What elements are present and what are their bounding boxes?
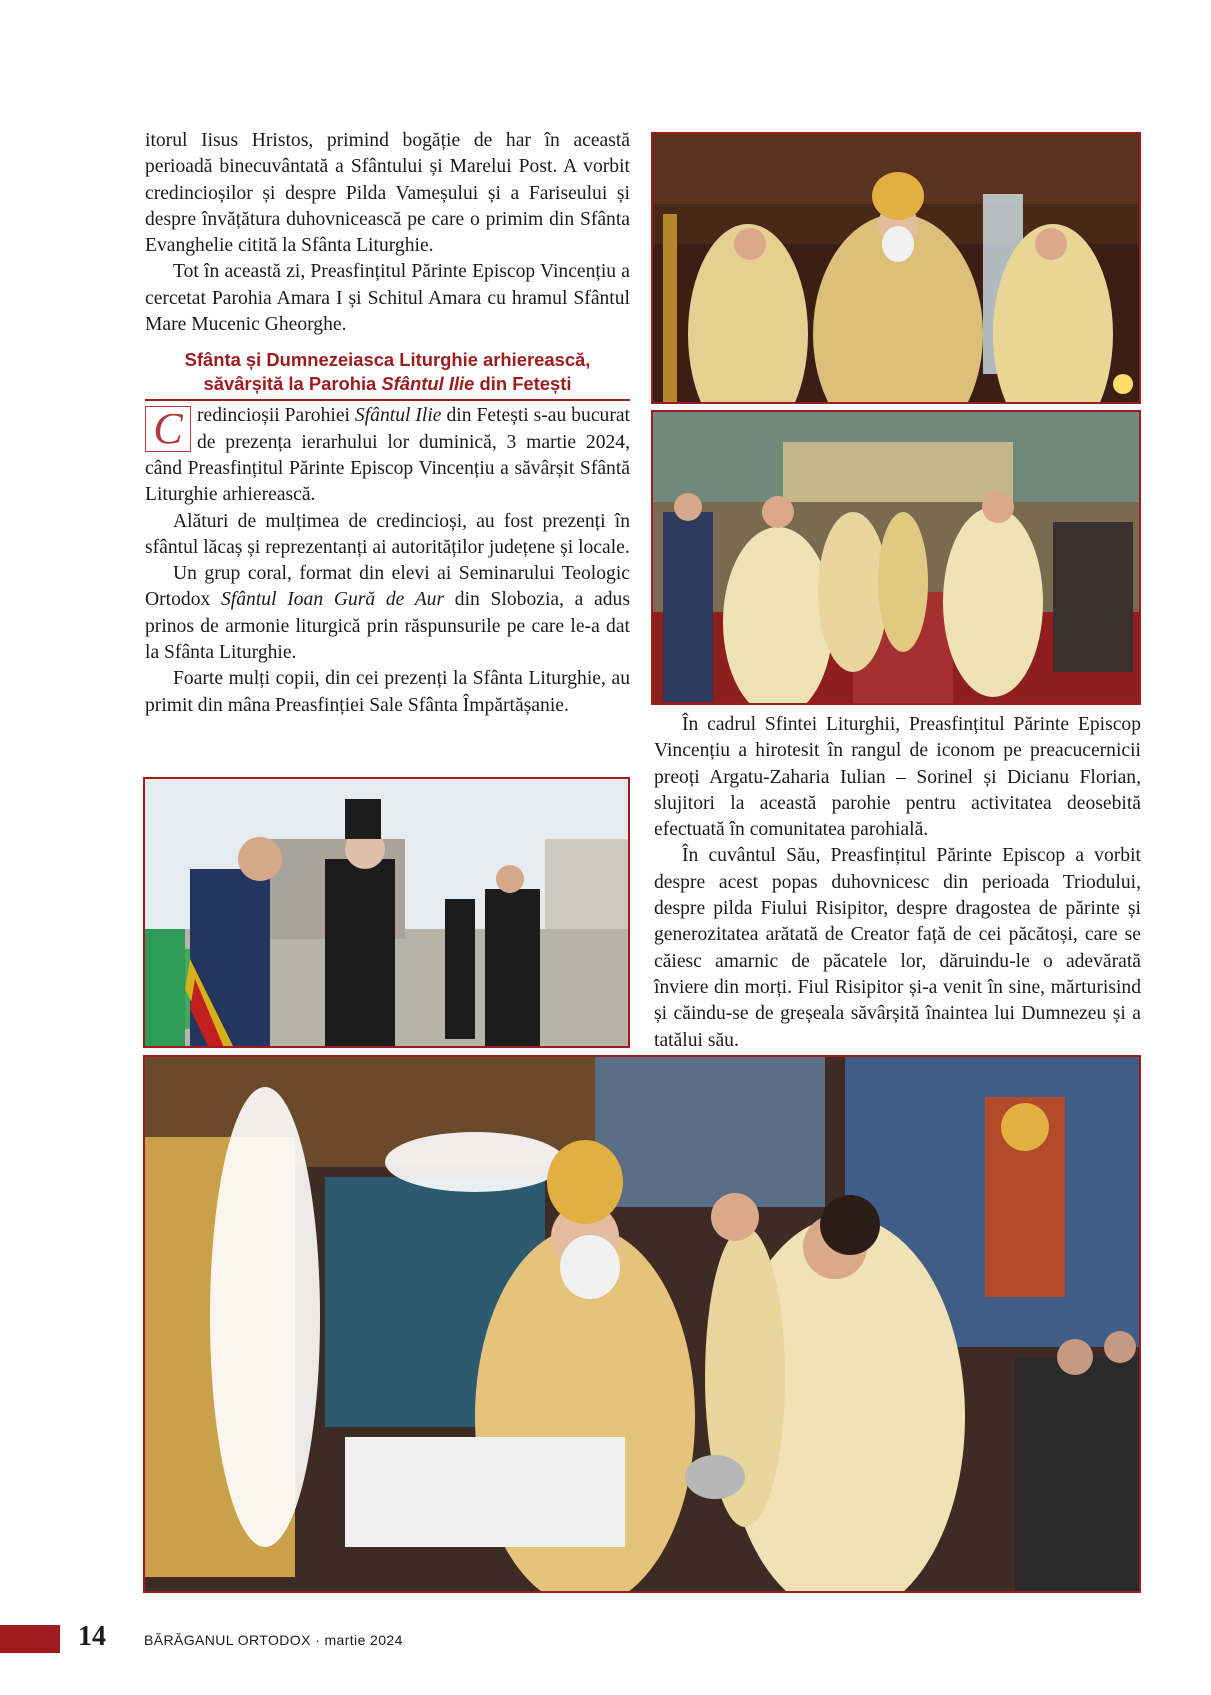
text-run: redincioșii Parohiei: [197, 405, 355, 427]
footer-accent-bar: [0, 1625, 60, 1653]
publication-line: [144, 1632, 403, 1648]
paragraph: [145, 561, 630, 666]
photo-illustration: [653, 134, 1141, 404]
left-column: [145, 128, 630, 719]
paragraph: itorul Iisus Hristos, primind bogăție de har în această perioadă binecuvântată a Sfântului și Marelui Post. A vorbit credincioșilor și despre Pilda Vameșului și a Fariseului și despre învățătura duhovnicească pe care o primim din Sfânta Evanghelie citită la Sfânta Liturghie.: [145, 130, 630, 257]
photo-procession: [651, 410, 1141, 705]
heading-italic-text: Sfântul Ilie: [381, 373, 475, 395]
paragraph: În cuvântul Său, Preasfințitul Părinte Episcop a vorbit despre acest popas duhovnicesc din perioada Triodului, despre pilda Fiului Risipitor, despre dragostea de părinte și generozitatea arătată de Creator față de cei păcătoși, care se căiesc amarnic de păcatele lor, dăruindu-le o adevărată înviere din morți. Fiul Risipitor și-a venit în sine, mărturisind și căindu-se de greșeala săvârșită înaintea lui Dumnezeu și a tatălui său.: [654, 845, 1141, 1051]
paragraph: Tot în această zi, Preasfințitul Părinte Episcop Vincențiu a cercetat Parohia Amara I și Schitul Amara cu hramul Sfântul Mare Mucenic Gheorghe.: [145, 261, 630, 336]
publication-title: BĂRĂGANUL ORTODOX: [144, 1632, 311, 1648]
drop-cap: C: [145, 406, 191, 452]
photo-illustration: [145, 1057, 1141, 1593]
section-heading: [145, 348, 630, 401]
heading-text: Sfânta și Dumnezeiasca Liturghie arhierească, săvârșită la Parohia: [184, 349, 591, 395]
paragraph: Alături de mulțimea de credincioși, au fost prezenți în sfântul lăcaș și reprezentanți ai autorităților județene și locale.: [145, 510, 630, 558]
right-column: [654, 712, 1141, 1054]
issue-date: · martie 2024: [310, 1632, 403, 1648]
photo-outdoor-greeting: [143, 777, 630, 1048]
paragraph: [145, 403, 630, 508]
photo-communion: [143, 1055, 1141, 1593]
photo-illustration: [653, 412, 1141, 705]
photo-illustration: [145, 779, 630, 1048]
text-run: din Fetești s-au bucurat de prezența ierarhului lor duminică, 3 martie 2024, când Preasfințitul Părinte Episcop Vincențiu a săvârșit Sfântă Liturghie arhierească.: [145, 405, 631, 506]
italic-text: Sfântul Ioan Gură de Aur: [221, 589, 445, 611]
text-run: din Slobozia, a adus prinos de armonie liturgică prin răspunsurile pe care le-a dat la Sfânta Liturghie.: [145, 589, 630, 664]
page-number: 14: [78, 1621, 106, 1652]
heading-text-end: din Fetești: [474, 373, 572, 395]
paragraph: Foarte mulți copii, din cei prezenți la Sfânta Liturghie, au primit din mâna Preasfinției Sale Sfânta Împărtășanie.: [145, 668, 630, 716]
paragraph: În cadrul Sfintei Liturghii, Preasfințitul Părinte Episcop Vincențiu a hirotesit în rangul de iconom pe preacucernicii preoți Argatu-Zaharia Iulian – Sorinel și Dicianu Florian, slujitori la această parohie pentru activitatea deosebită efectuată în comunitatea parohială.: [654, 714, 1141, 841]
photo-bishop-blessing: [651, 132, 1141, 404]
text-run: Un grup coral, format din elevi ai Seminarului Teologic Ortodox: [145, 563, 630, 611]
italic-text: Sfântul Ilie: [354, 405, 442, 427]
